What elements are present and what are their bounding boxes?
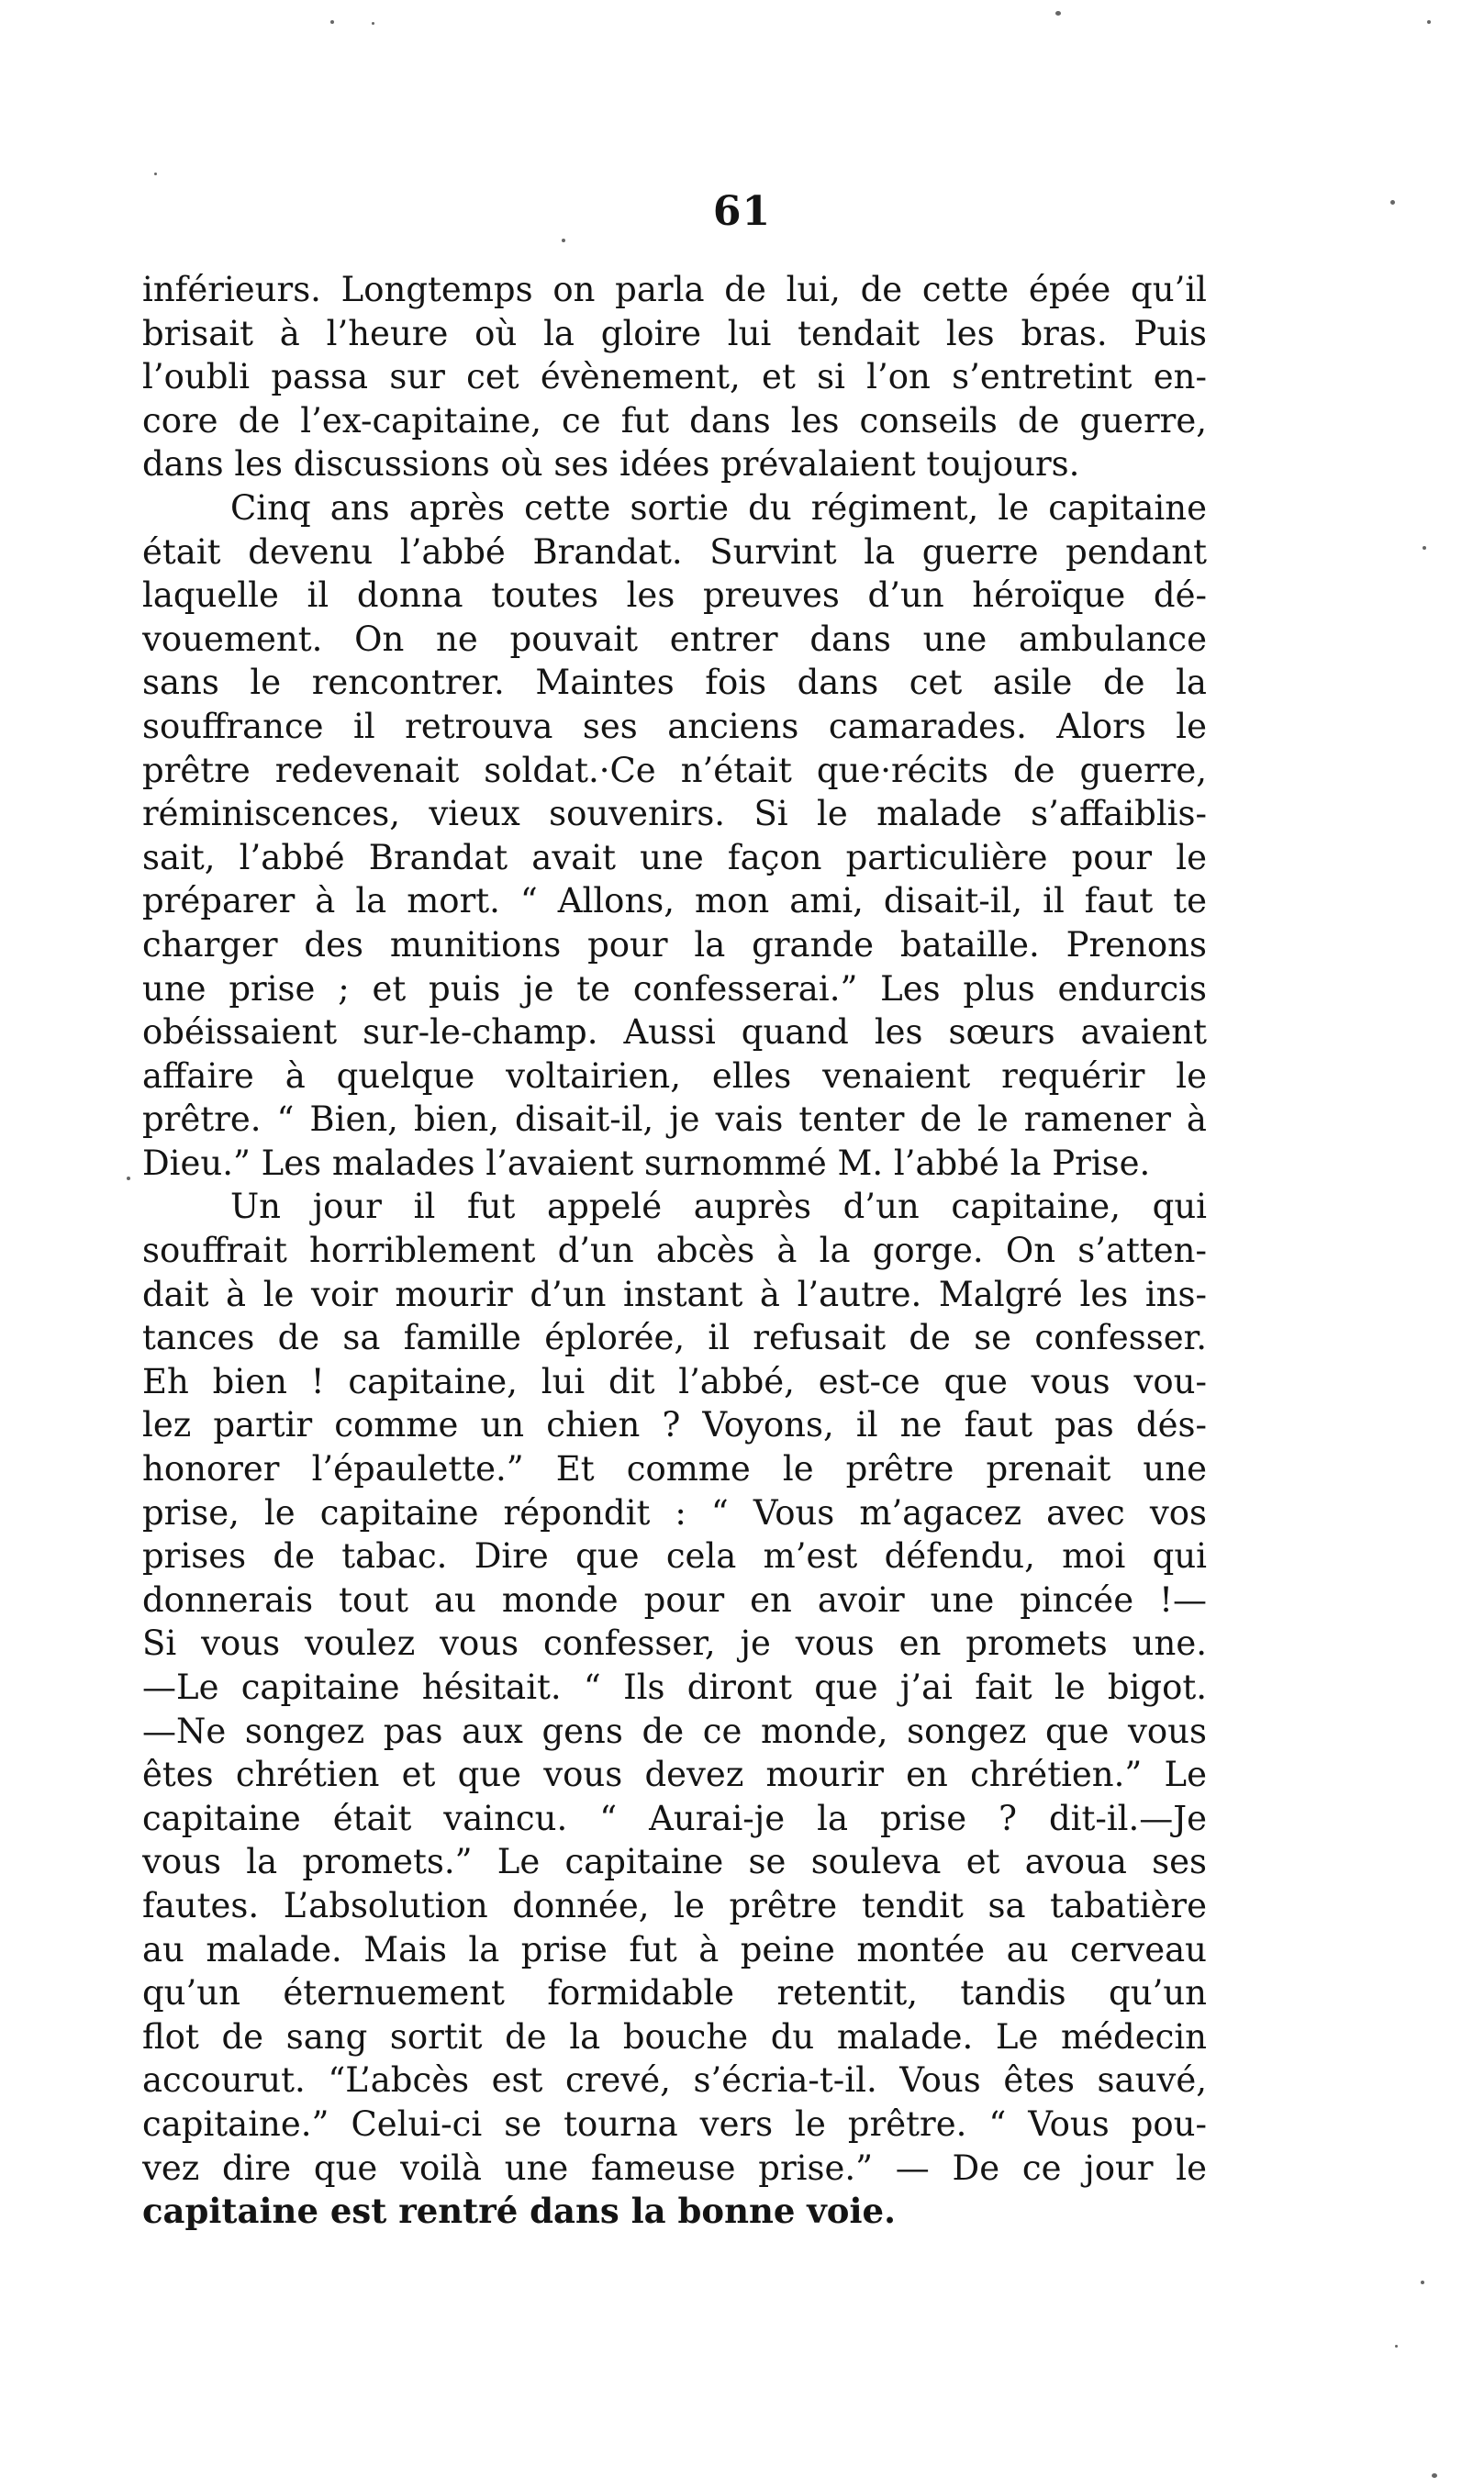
text-line: prise, le capitaine répondit : “ Vous m’agacez avec vos bbox=[142, 1492, 1207, 1533]
text-line: capitaine était vaincu. “ Aurai-je la prise ? dit-il.—Je bbox=[142, 1798, 1207, 1838]
text-line: flot de sang sortit de la bouche du malade. Le médecin bbox=[142, 2016, 1207, 2057]
text-line: inférieurs. Longtemps on parla de lui, de cette épée qu’il bbox=[142, 270, 1207, 309]
scan-speck bbox=[330, 20, 334, 24]
text-line: Si vous voulez vous confesser, je vous en promets une. bbox=[142, 1623, 1207, 1664]
text-line: obéissaient sur-le-champ. Aussi quand les sœurs avaient bbox=[142, 1012, 1207, 1053]
text-line: accourut. “L’abcès est crevé, s’écria-t-il. Vous êtes sauvé, bbox=[142, 2060, 1207, 2101]
scan-speck bbox=[1421, 2281, 1424, 2284]
text-line: —Le capitaine hésitait. “ Ils diront que j’ai fait le bigot. bbox=[142, 1668, 1207, 1707]
text-line: charger des munitions pour la grande bataille. Prenons bbox=[142, 924, 1207, 965]
text-line: Dieu.” Les malades l’avaient surnommé M. l’abbé la Prise. bbox=[142, 1143, 1151, 1183]
scan-speck bbox=[1390, 200, 1395, 205]
text-line: capitaine.” Celui-ci se tourna vers le prêtre. “ Vous pou- bbox=[142, 2103, 1207, 2144]
text-line: lez partir comme un chien ? Voyons, il ne faut pas dés- bbox=[142, 1405, 1207, 1445]
text-line: fautes. L’absolution donnée, le prêtre tendit sa tabatière bbox=[142, 1885, 1207, 1925]
scan-speck bbox=[127, 1177, 130, 1180]
text-line: laquelle il donna toutes les preuves d’un héroïque dé- bbox=[142, 575, 1207, 616]
body-text bbox=[142, 268, 1207, 2234]
scan-speck bbox=[1432, 2473, 1437, 2478]
scan-speck bbox=[154, 173, 157, 175]
text-line: —Ne songez pas aux gens de ce monde, songez que vous bbox=[142, 1711, 1207, 1751]
final-line: capitaine est rentré dans la bonne voie. bbox=[142, 2191, 896, 2232]
text-line: prises de tabac. Dire que cela m’est défendu, moi qui bbox=[142, 1536, 1207, 1577]
text-line: préparer à la mort. “ Allons, mon ami, disait-il, il faut te bbox=[142, 881, 1207, 921]
paragraph-start-line: Un jour il fut appelé auprès d’un capitaine, qui bbox=[230, 1187, 1207, 1227]
page-number: 61 bbox=[712, 188, 772, 235]
scan-speck bbox=[562, 239, 565, 242]
text-line: souffrance il retrouva ses anciens camarades. Alors le bbox=[142, 706, 1207, 746]
scan-speck bbox=[1427, 20, 1431, 24]
paragraph-start-line: Cinq ans après cette sortie du régiment, le capitaine bbox=[230, 487, 1207, 528]
text-line: dait à le voir mourir d’un instant à l’autre. Malgré les ins- bbox=[142, 1274, 1207, 1314]
text-line: dans les discussions où ses idées prévalaient toujours. bbox=[142, 444, 1080, 485]
text-line: prêtre redevenait soldat.·Ce n’était que·récits de guerre, bbox=[142, 750, 1207, 790]
text-line: au malade. Mais la prise fut à peine montée au cerveau bbox=[142, 1929, 1207, 1969]
text-line: sait, l’abbé Brandat avait une façon particulière pour le bbox=[142, 837, 1207, 877]
text-line: core de l’ex-capitaine, ce fut dans les conseils de guerre, bbox=[142, 400, 1207, 441]
text-line: donnerais tout au monde pour en avoir une pincée !— bbox=[142, 1579, 1207, 1620]
text-line: Eh bien ! capitaine, lui dit l’abbé, est-ce que vous vou- bbox=[142, 1361, 1207, 1401]
text-line: brisait à l’heure où la gloire lui tendait les bras. Puis bbox=[142, 313, 1207, 353]
text-line: vez dire que voilà une fameuse prise.” — De ce jour le bbox=[142, 2148, 1207, 2188]
text-line: prêtre. “ Bien, bien, disait-il, je vais tenter de le ramener à bbox=[142, 1099, 1207, 1140]
text-line: était devenu l’abbé Brandat. Survint la guerre pendant bbox=[142, 531, 1207, 572]
text-line: vouement. On ne pouvait entrer dans une ambulance bbox=[142, 619, 1207, 659]
text-line: tances de sa famille éplorée, il refusait de se confesser. bbox=[142, 1318, 1207, 1358]
text-line: souffrait horriblement d’un abcès à la gorge. On s’atten- bbox=[142, 1231, 1207, 1271]
text-line: affaire à quelque voltairien, elles venaient requérir le bbox=[142, 1055, 1207, 1096]
scan-speck bbox=[1055, 11, 1061, 16]
scan-speck bbox=[1395, 2345, 1398, 2348]
text-line: vous la promets.” Le capitaine se souleva et avoua ses bbox=[142, 1842, 1207, 1882]
text-line: honorer l’épaulette.” Et comme le prêtre prenait une bbox=[142, 1449, 1207, 1489]
text-line: êtes chrétien et que vous devez mourir en chrétien.” Le bbox=[142, 1755, 1207, 1795]
scan-speck bbox=[1423, 546, 1426, 550]
scan-speck bbox=[372, 22, 374, 25]
text-line: réminiscences, vieux souvenirs. Si le malade s’affaiblis- bbox=[142, 794, 1207, 834]
text-line: sans le rencontrer. Maintes fois dans cet asile de la bbox=[142, 663, 1207, 703]
text-line: une prise ; et puis je te confesserai.” Les plus endurcis bbox=[142, 968, 1207, 1009]
text-line: l’oubli passa sur cet évènement, et si l’on s’entretint en- bbox=[142, 357, 1207, 397]
text-line: qu’un éternuement formidable retentit, tandis qu’un bbox=[142, 1973, 1207, 2014]
